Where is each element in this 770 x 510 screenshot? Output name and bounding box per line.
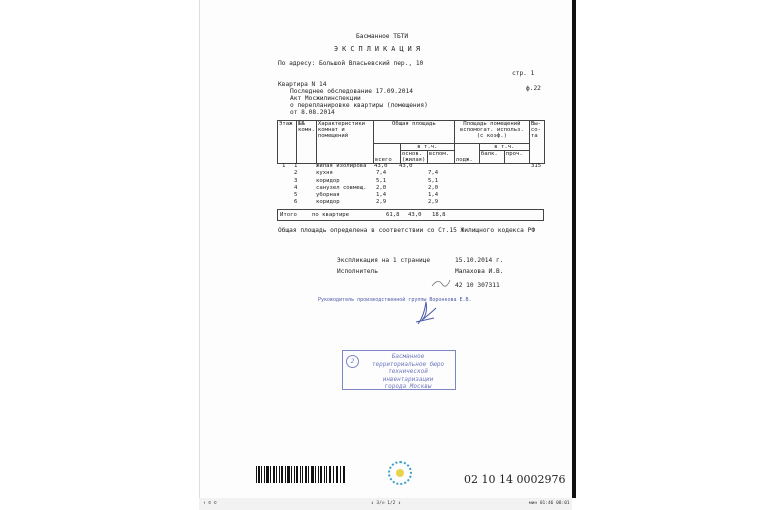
executor-name: Малахова И.В.	[455, 268, 504, 275]
document-number: 02 10 14 0002976	[464, 473, 566, 486]
act-line-2: о перепланировке квартиры (помещения)	[290, 102, 428, 109]
explication-table-header	[277, 120, 545, 164]
col-loggia: лодж.	[454, 144, 479, 164]
form-number: ф.22	[526, 85, 541, 92]
org-name: Басманное ТБТИ	[356, 33, 409, 40]
office-stamp: 2 Басманное территориальное бюро технической инвентаризации города Москвы	[342, 350, 456, 390]
col-room-number: №№ комн.	[297, 121, 317, 164]
issue-date: 15.10.2014 г.	[455, 257, 504, 264]
viewer-status-bar	[199, 498, 572, 510]
col-other: проч.	[504, 151, 529, 164]
total-row: Итого по квартире 61,8 43,0 18,8	[277, 209, 544, 221]
barcode	[256, 466, 346, 483]
hologram-seal	[388, 461, 412, 485]
act-line: Акт Мосжилинспекции	[290, 95, 361, 102]
act-date: от 8.08.2014	[290, 109, 335, 116]
group-head: Руководитель производственной группы Воронкова Е.В.	[318, 297, 472, 303]
apartment: Квартира N 14	[278, 81, 327, 88]
executor-signature	[430, 276, 452, 290]
document-title: Э К С П Л И К А Ц И Я	[334, 45, 420, 53]
head-signature	[414, 298, 440, 328]
col-extra-incl: в т.ч.	[479, 144, 529, 151]
col-area-incl: в т.ч.	[400, 144, 454, 151]
col-aux: вспом.	[427, 151, 454, 164]
status-clock: мин 01:46 08:01	[529, 501, 570, 506]
area-note: Общая площадь определена в соответствии со Ст.15 Жилищного кодекса РФ	[278, 227, 536, 234]
document-page: Басманное ТБТИ Э К С П Л И К А Ц И Я По адресу: Большой Власьевский пер., 10 стр. 1 Квартира N 14 ф.22 Последнее обследование 17.09.2014 Акт Мосжилинспекции о перепланировке квартиры (помещения) от 8.08.2014 Этаж №№ комн. Характеристики комнат и помещений Общая площадь Площадь помещений вспомогат. использ. (с коэф.) Вы- со- та всего в т.ч. лодж. в т.ч. основ. (жилая) вспом. балк. проч. 1 1 жилая изолирова 43,0 43,0 315 2 кухня 7,4 7,4 3 коридор 5,1 5,1 4 санузел совмещ. 2,0 2,0 5 уборная 1,4 1,4 6 коридор 2,9 2,9 Итого по квартире 61,8 43,0 18,8 Общая площадь определена в соответствии со Ст.15 Жилищного кодекса РФ Экспликация на 1 странице 15.10.2014 г. Исполнитель Малахова И.В. 42 10 307311 Руководитель производственной группы Воронкова Е.В. 2 Басманное территориальное бюро технической инвентаризации города Москвы 02 10 14 0002976	[199, 0, 573, 498]
explication-pages: Экспликация на 1 странице	[337, 257, 431, 264]
page-number: стр. 1	[512, 70, 535, 77]
page-navigator[interactable]: ↕ 3/∞ 1/2 ↕	[371, 501, 401, 506]
col-floor: Этаж	[278, 121, 297, 164]
col-characteristics: Характеристики комнат и помещений	[316, 121, 373, 164]
col-height: Вы- со- та	[529, 121, 544, 164]
col-area: Общая площадь	[373, 121, 454, 144]
status-left[interactable]: ↑ © ©	[203, 501, 217, 506]
col-balcony: балк.	[479, 151, 504, 164]
col-main: основ. (жилая)	[401, 151, 426, 163]
col-extra-area: Площадь помещений вспомогат. использ. (с коэф.)	[454, 121, 529, 144]
col-total: всего	[373, 144, 400, 164]
window-edge	[572, 0, 576, 498]
executor-label: Исполнитель	[337, 268, 378, 275]
survey-date: Последнее обследование 17.09.2014	[290, 88, 413, 95]
executor-code: 42 10 307311	[455, 282, 500, 289]
address: По адресу: Большой Власьевский пер., 10	[278, 60, 424, 67]
